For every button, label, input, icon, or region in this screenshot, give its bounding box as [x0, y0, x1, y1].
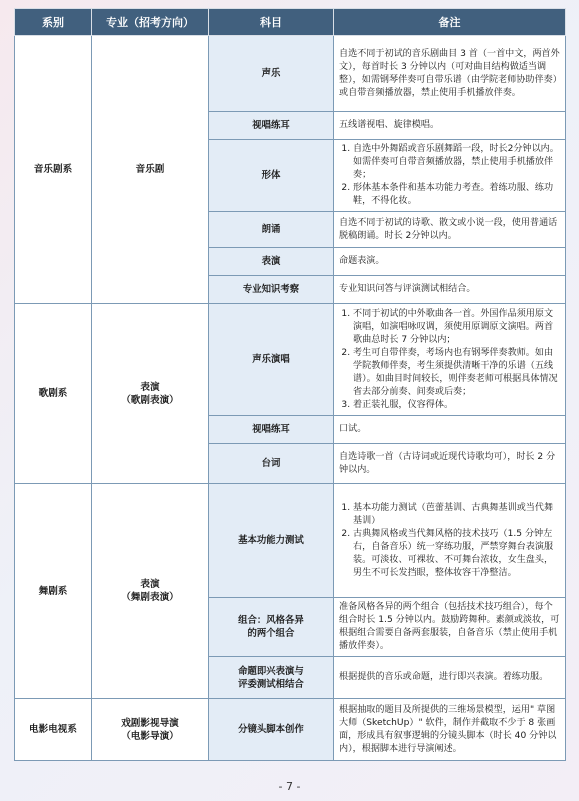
subject-cell — [209, 484, 334, 598]
system-name: 舞剧系 — [38, 585, 68, 597]
notes-cell — [334, 657, 566, 699]
subject-line: 朗诵 — [261, 224, 281, 235]
header-notes: 备注 — [334, 9, 566, 36]
notes-text: 自选不同于初试的音乐剧曲目 3 首（一首中文，两首外文），每首时长 3 分钟以内（可对曲目结构做适当调整），如需钢琴伴奏可自带乐谱（由学院老师协助伴奏）或自带音频播放器，禁止使用手机播放伴奏。 — [339, 48, 560, 98]
notes-cell — [334, 699, 566, 761]
major-line: （电影导演） — [121, 730, 179, 742]
subject-line: 命题即兴表演与 — [238, 665, 304, 677]
header-major: 专业（招考方向） — [92, 9, 209, 36]
notes-text: 准备风格各异的两个组合（包括技术技巧组合），每个组合时长 1.5 分钟以内。鼓励跨舞种。素颜或淡妆，可根据组合需要自备两套服装，自备音乐（禁止使用手机播放伴奏）。 — [339, 602, 560, 651]
notes-item: 2. 古典舞风格或当代舞风格的技术技巧（1.5 分钟左右，自备音乐）统一穿练功服，严禁穿舞台表演服装。可淡妆、可裸妆、不可舞台浓妆，女生盘头，男生不可长发挡眼，整体妆容干净整洁。 — [353, 528, 560, 580]
notes-list — [339, 143, 560, 208]
subject-line: 声乐 — [261, 68, 281, 79]
subject-cell — [209, 276, 334, 304]
notes-item: 2. 形体基本条件和基本功能力考查。着练功服、练功鞋，不得化妆。 — [353, 182, 560, 208]
subject-cell — [209, 699, 334, 761]
major-cell — [92, 484, 209, 699]
notes-cell — [334, 36, 566, 112]
notes-text: 专业知识问答与评演测试相结合。 — [339, 284, 476, 294]
major-line: 表演 — [140, 381, 160, 393]
notes-item: 1. 自选中外舞蹈或音乐剧舞蹈一段，时长2分钟以内。如需伴奏可自带音频播放器，禁止使用手机播放伴奏； — [353, 143, 560, 182]
system-cell — [15, 304, 92, 484]
notes-cell — [334, 444, 566, 484]
notes-text: 口试。 — [339, 424, 367, 434]
notes-cell — [334, 212, 566, 248]
subject-cell — [209, 212, 334, 248]
subject-cell — [209, 112, 334, 140]
notes-text: 根据抽取的题目及所提供的三维场景模型，运用" 草图大师（SketchUp）" 软件，制作并截取不少于 8 张画面，形成具有叙事逻辑的分镜头脚本（时长 40 分钟以内），根据脚本进行导演阐述。 — [339, 704, 557, 754]
notes-cell — [334, 140, 566, 212]
system-name: 歌剧系 — [38, 388, 68, 399]
notes-cell — [334, 598, 566, 657]
subject-cell — [209, 304, 334, 416]
header-row — [15, 9, 566, 36]
notes-list — [339, 502, 560, 580]
header-subject: 科目 — [209, 9, 334, 36]
header-system: 系别 — [15, 9, 92, 36]
notes-cell — [334, 276, 566, 304]
notes-text: 命题表演。 — [339, 256, 385, 266]
subject-cell — [209, 248, 334, 276]
major-cell — [92, 304, 209, 484]
subject-line: 评委测试相结合 — [238, 678, 304, 690]
table-row — [15, 484, 566, 598]
subject-cell — [209, 416, 334, 444]
subject-line: 基本功能力测试 — [238, 535, 304, 546]
notes-item: 3. 着正装礼服，仪容得体。 — [353, 399, 560, 412]
subject-line: 视唱练耳 — [252, 424, 290, 435]
subject-line: 声乐演唱 — [252, 354, 290, 365]
subject-cell — [209, 598, 334, 657]
table-row — [15, 699, 566, 761]
subject-line: 形体 — [261, 170, 281, 181]
notes-item: 1. 不同于初试的中外歌曲各一首。外国作品须用原文演唱，如演唱咏叹调，须使用原调原文演唱。两首歌曲总时长 7 分钟以内； — [353, 308, 560, 347]
page-number: - 7 - — [278, 780, 301, 793]
notes-text: 自选不同于初试的诗歌、散文或小说一段，使用普通话脱稿朗诵。时长 2分钟以内。 — [339, 217, 558, 241]
notes-text: 五线谱视唱、旋律模唱。 — [339, 120, 440, 130]
subject-line: 表演 — [261, 256, 281, 267]
major-cell — [92, 36, 209, 304]
system-cell — [15, 484, 92, 699]
subject-cell — [209, 657, 334, 699]
notes-cell — [334, 416, 566, 444]
notes-cell — [334, 484, 566, 598]
subject-line: 组合：风格各异 — [238, 615, 304, 626]
major-line: 戏剧影视导演 — [121, 717, 179, 729]
system-name: 电影电视系 — [29, 724, 77, 735]
subject-line: 台词 — [261, 458, 281, 469]
notes-item: 1. 基本功能力测试（芭蕾基训、古典舞基训或当代舞基训） — [353, 502, 560, 528]
notes-list — [339, 308, 560, 412]
system-name: 音乐剧系 — [33, 164, 73, 175]
notes-cell — [334, 112, 566, 140]
major-cell — [92, 699, 209, 761]
page — [14, 8, 565, 761]
subject-line: 专业知识考察 — [242, 284, 300, 295]
major-line: 表演 — [140, 579, 160, 590]
system-cell — [15, 36, 92, 304]
subject-line: 视唱练耳 — [252, 120, 290, 131]
major-line: （歌剧表演） — [121, 394, 179, 406]
notes-cell — [334, 248, 566, 276]
table-row — [15, 36, 566, 112]
subject-cell — [209, 140, 334, 212]
subject-line: 分镜头脚本创作 — [238, 724, 304, 735]
table-row — [15, 304, 566, 416]
subject-cell — [209, 36, 334, 112]
notes-text: 自选诗歌一首（古诗词或近现代诗歌均可），时长 2 分钟以内。 — [339, 451, 556, 475]
notes-text: 根据提供的音乐或命题，进行即兴表演。着练功服。 — [339, 672, 549, 682]
subject-line: 的两个组合 — [247, 628, 295, 639]
exam-subjects-table — [14, 8, 566, 761]
system-cell — [15, 699, 92, 761]
major-line: 音乐剧 — [135, 164, 165, 175]
notes-item: 2. 考生可自带伴奏，考场内也有钢琴伴奏教师。如由学院教师伴奏，考生须提供清晰干净的乐谱（五线谱）。如曲目时间较长，则伴奏老师可根据具体情况省去部分前奏、间奏或后奏； — [353, 347, 560, 399]
major-line: （舞剧表演） — [121, 592, 179, 603]
notes-cell — [334, 304, 566, 416]
subject-cell — [209, 444, 334, 484]
